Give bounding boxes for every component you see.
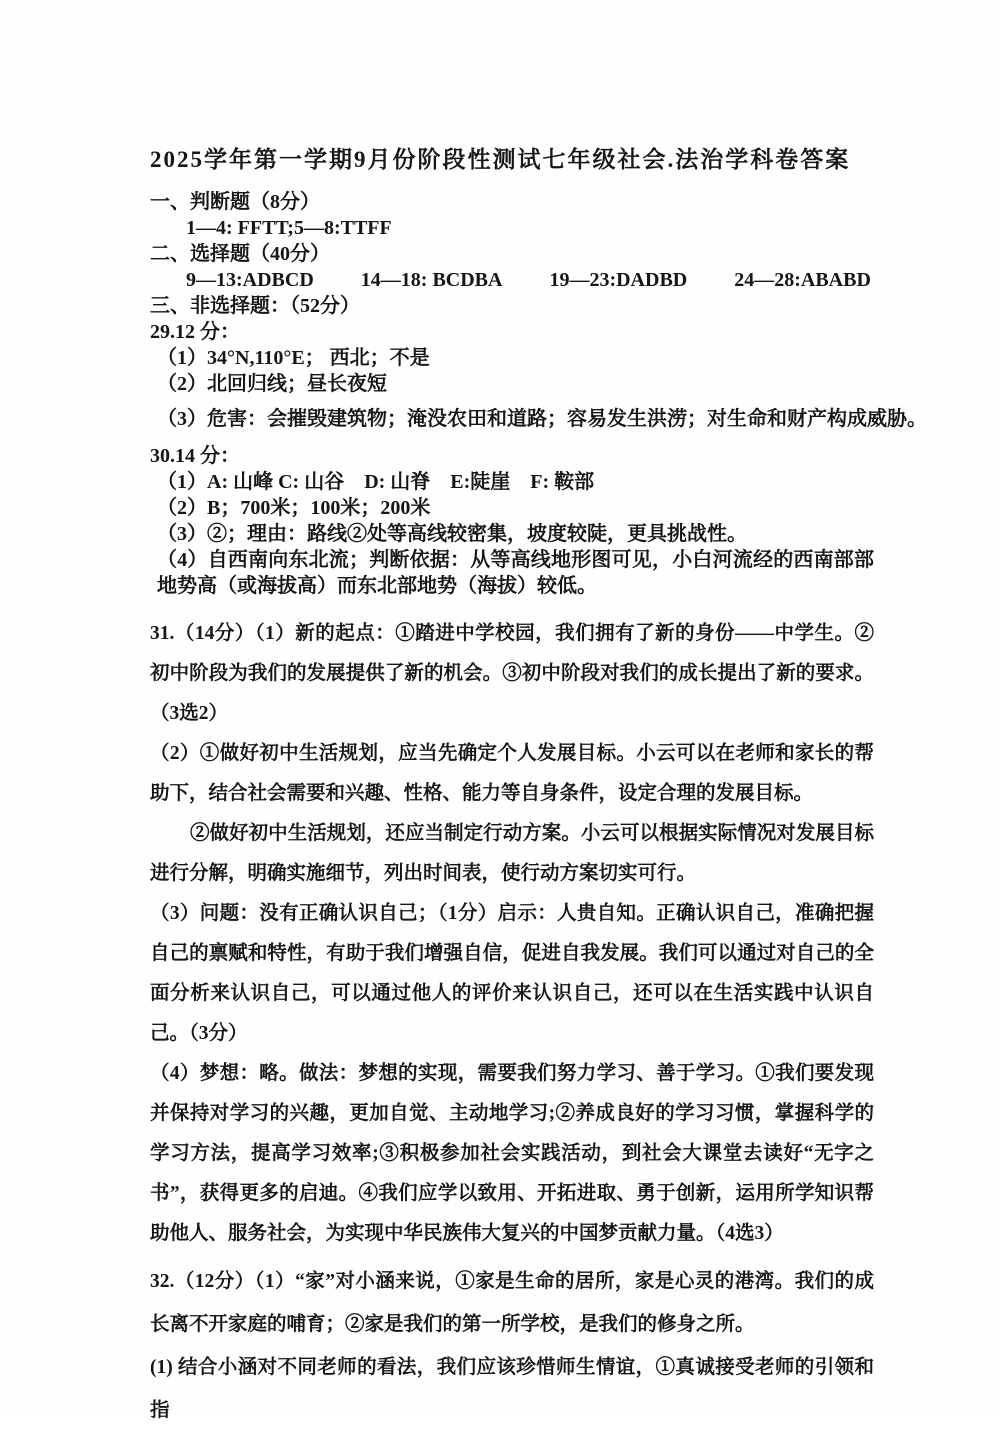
section-judgment-heading: 一、判断题（8分）: [150, 191, 320, 213]
q32-paragraph-1: 32.（12分）（1）“家”对小涵来说，①家是生命的居所，家是心灵的港湾。我们的成长离不开家庭的哺育；②家是我们的第一所学校，是我们的修身之所。: [150, 1271, 874, 1335]
choice-answers: [150, 267, 874, 293]
question-31-answer: [150, 614, 874, 1254]
choice-answer-group: 19—23:DADBD: [549, 269, 688, 291]
section-choice-heading: 二、选择题（40分）: [150, 243, 330, 265]
judgment-answers: 1—4: FFTT;5—8:TTFF: [186, 217, 392, 239]
q30-item-3: （3）②；理由：路线②处等高线较密集，坡度较陡，更具挑战性。: [157, 523, 747, 545]
q31-paragraph-2: （2）①做好初中生活规划，应当先确定个人发展目标。小云可以在老师和家长的帮助下，结合社会需要和兴趣、性格、能力等自身条件，设定合理的发展目标。: [150, 743, 874, 804]
q30-item-1: （1）A: 山峰 C: 山谷 D: 山脊 E:陡崖 F: 鞍部: [157, 471, 595, 493]
q31-paragraph-5: （4）梦想：略。做法：梦想的实现，需要我们努力学习、善于学习。①我们要发现并保持对学习的兴趣，更加自觉、主动地学习;②养成良好的学习习惯，掌握科学的学习方法，提高学习效率;③积极参加社会实践活动，到社会大课堂去读好“无字之书”，获得更多的启迪。④我们应学以致用、开拓进取、勇于创新，运用所学知识帮助他人、服务社会，为实现中华民族伟大复兴的中国梦贡献力量。（4选3）: [150, 1063, 874, 1244]
q29-heading: 29.12 分：: [150, 321, 240, 343]
choice-answer-group: 9—13:ADBCD: [186, 269, 314, 291]
q30-heading: 30.14 分：: [150, 445, 240, 467]
q30-item-4: （4）自西南向东北流；判断依据：从等高线地形图可见，小白河流经的西南部部地势高（或海拔高）而东北部地势（海拔）较低。: [157, 549, 874, 597]
q32-paragraph-2: (1) 结合小涵对不同老师的看法，我们应该珍惜师生情谊，①真诚接受老师的引领和指: [150, 1357, 874, 1421]
q29-item-3: （3）危害：会摧毁建筑物；淹没农田和道路；容易发生洪涝；对生命和财产构成威胁。: [157, 408, 927, 430]
q30-item-2: （2）B；700米；100米；200米: [157, 497, 431, 519]
q31-paragraph-1: 31.（14分）（1）新的起点：①踏进中学校园，我们拥有了新的身份——中学生。②初中阶段为我们的发展提供了新的机会。③初中阶段对我们的成长提出了新的要求。（3选2）: [150, 623, 874, 724]
q31-paragraph-4: （3）问题：没有正确认识自己；（1分）启示：人贵自知。正确认识自己，准确把握自己的禀赋和特性，有助于我们增强自信，促进自我发展。我们可以通过对自己的全面分析来认识自己，可以通过他人的评价来认识自己，还可以在生活实践中认识自己。（3分）: [150, 903, 874, 1044]
page-title: 2025学年第一学期9月份阶段性测试七年级社会.法治学科卷答案: [150, 147, 851, 172]
section-nonchoice-heading: 三、非选择题：（52分）: [150, 295, 360, 317]
q29-item-1: （1）34°N,110°E； 西北；不是: [157, 347, 430, 369]
question-32-answer: [150, 1260, 874, 1432]
q29-item-2: （2）北回归线；昼长夜短: [157, 373, 387, 395]
q31-paragraph-3: ②做好初中生活规划，还应当制定行动方案。小云可以根据实际情况对发展目标进行分解，明确实施细节，列出时间表，使行动方案切实可行。: [150, 823, 874, 884]
choice-answer-group: 24—28:ABABD: [734, 269, 871, 291]
choice-answer-group: 14—18: BCDBA: [360, 269, 503, 291]
